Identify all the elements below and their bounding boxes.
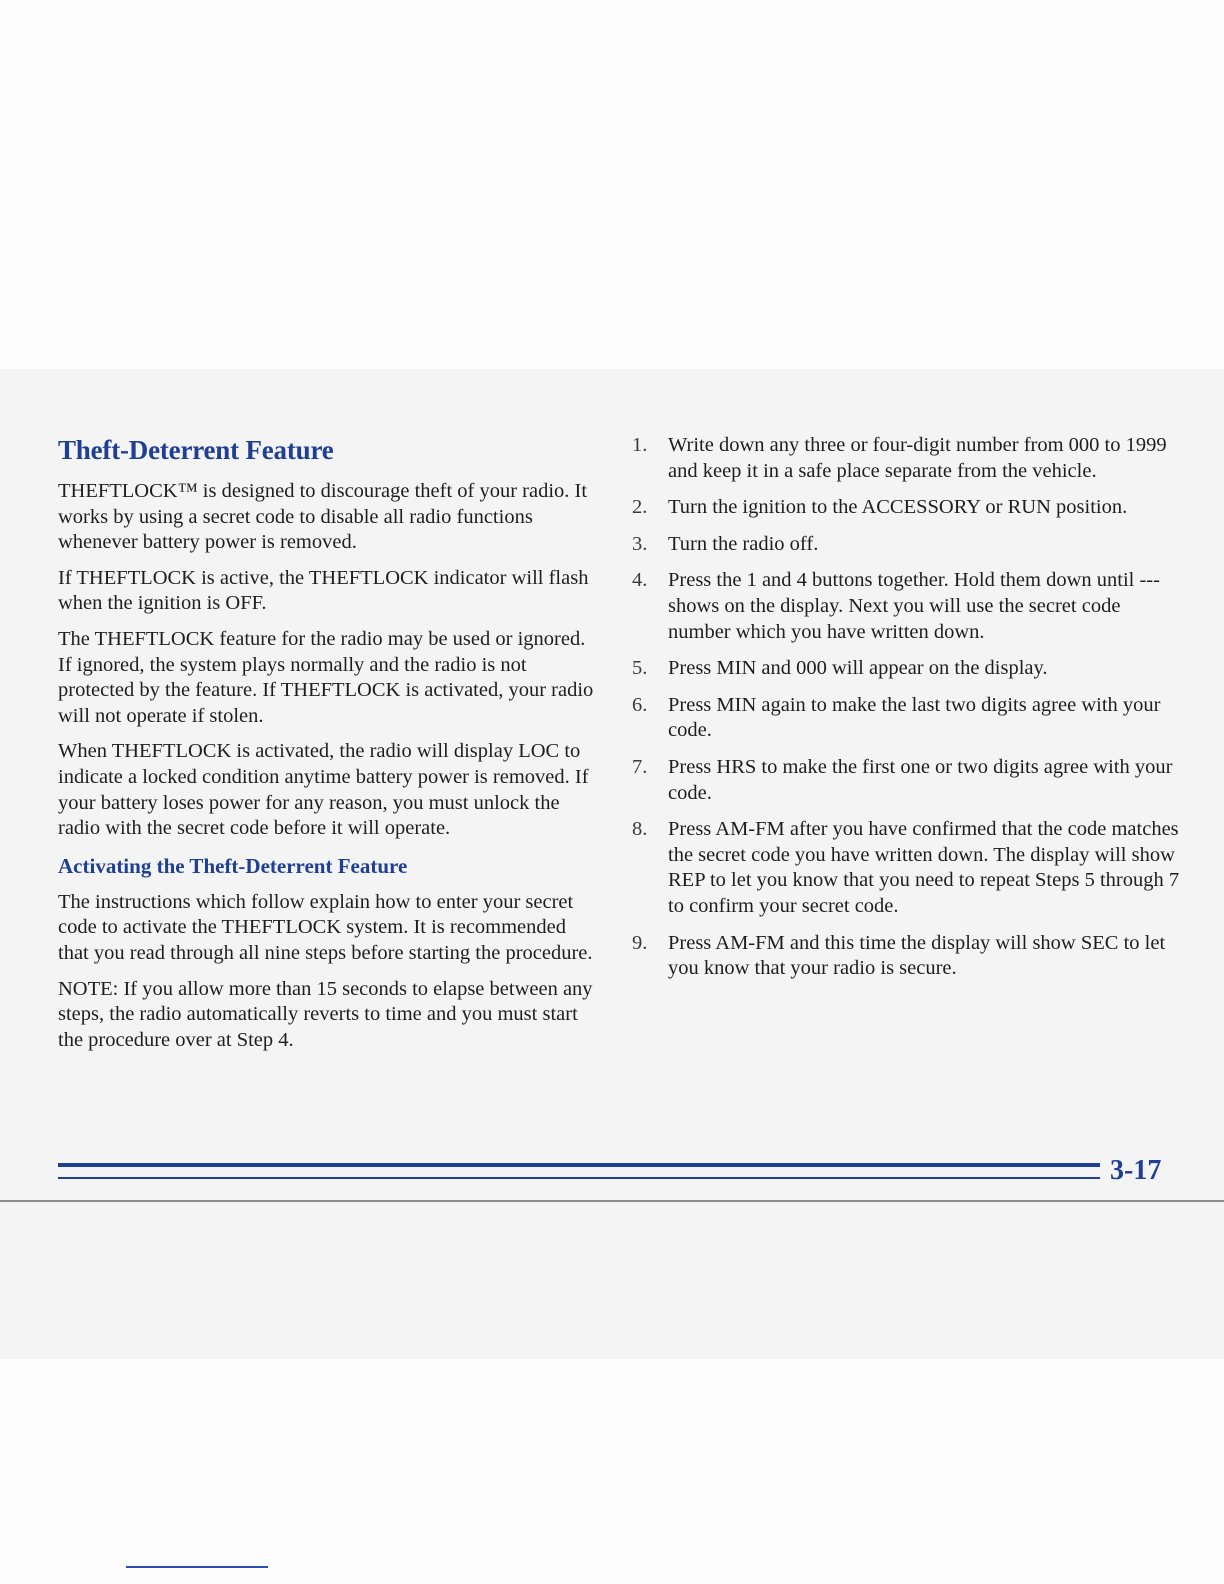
bottom-decorative-line [126, 1566, 268, 1568]
steps-list [632, 433, 1184, 993]
list-item [632, 656, 1184, 682]
step-number: 8. [632, 818, 648, 841]
step-text: Press AM-FM and this time the display will show SEC to let you know that your radio is secure. [668, 931, 1166, 980]
list-item [632, 931, 1184, 982]
step-text: Turn the ignition to the ACCESSORY or RUN position. [668, 496, 1128, 519]
step-text: Press MIN and 000 will appear on the display. [668, 657, 1048, 680]
section-title: Theft-Deterrent Feature [58, 435, 334, 465]
list-item [632, 433, 1184, 484]
list-item [632, 495, 1184, 521]
step-number: 3. [632, 532, 648, 555]
list-item [632, 568, 1184, 645]
list-item [632, 817, 1184, 919]
loc-paragraph: When THEFTLOCK is activated, the radio will display LOC to indicate a locked condition anytime battery power is removed. If your battery loses power for any reason, you must unlock the radio with the secret code before it will operate. [58, 740, 589, 840]
step-text: Press MIN again to make the last two digits agree with your code. [668, 693, 1161, 742]
list-item [632, 693, 1184, 744]
step-text: Press the 1 and 4 buttons together. Hold them down until --- shows on the display. Next you will use the secret code number which you have written down. [668, 569, 1160, 643]
step-number: 7. [632, 755, 648, 778]
step-text: Write down any three or four-digit number from 000 to 1999 and keep it in a safe place separate from the vehicle. [668, 434, 1167, 482]
step-text: Turn the radio off. [668, 532, 819, 555]
step-text: Press AM-FM after you have confirmed that the code matches the secret code you have written down. The display will show REP to let you know that you need to repeat Steps 5 through 7 to confirm your secret code. [668, 818, 1180, 917]
step-number: 6. [632, 693, 648, 716]
usage-paragraph: The THEFTLOCK feature for the radio may be used or ignored. If ignored, the system plays normally and the radio is not protected by the feature. If THEFTLOCK is activated, your radio will not operate if stolen. [58, 627, 594, 727]
page-edge-divider [0, 1200, 1224, 1202]
step-number: 2. [632, 496, 648, 519]
intro-paragraph: THEFTLOCK™ is designed to discourage theft of your radio. It works by using a secret code to disable all radio functions whenever battery power is removed. [58, 480, 588, 554]
footer-rule-thick [58, 1163, 1100, 1167]
page-number: 3-17 [1110, 1155, 1162, 1186]
footer-rule-thin [58, 1177, 1100, 1179]
step-number: 9. [632, 931, 648, 954]
instructions-paragraph: The instructions which follow explain how to enter your secret code to activate the THEFTLOCK system. It is recommended that you read through all nine steps before starting the procedure. [58, 890, 593, 964]
step-text: Press HRS to make the first one or two digits agree with your code. [668, 755, 1173, 804]
subsection-title: Activating the Theft-Deterrent Feature [58, 853, 408, 878]
step-number: 5. [632, 657, 648, 680]
indicator-paragraph: If THEFTLOCK is active, the THEFTLOCK indicator will flash when the ignition is OFF. [58, 566, 589, 615]
step-number: 1. [632, 434, 648, 456]
step-number: 4. [632, 569, 648, 592]
list-item [632, 755, 1184, 806]
list-item [632, 532, 1184, 558]
note-paragraph: NOTE: If you allow more than 15 seconds to elapse between any steps, the radio automatically reverts to time and you must start the procedure over at Step 4. [58, 977, 593, 1051]
left-column [58, 433, 598, 1063]
